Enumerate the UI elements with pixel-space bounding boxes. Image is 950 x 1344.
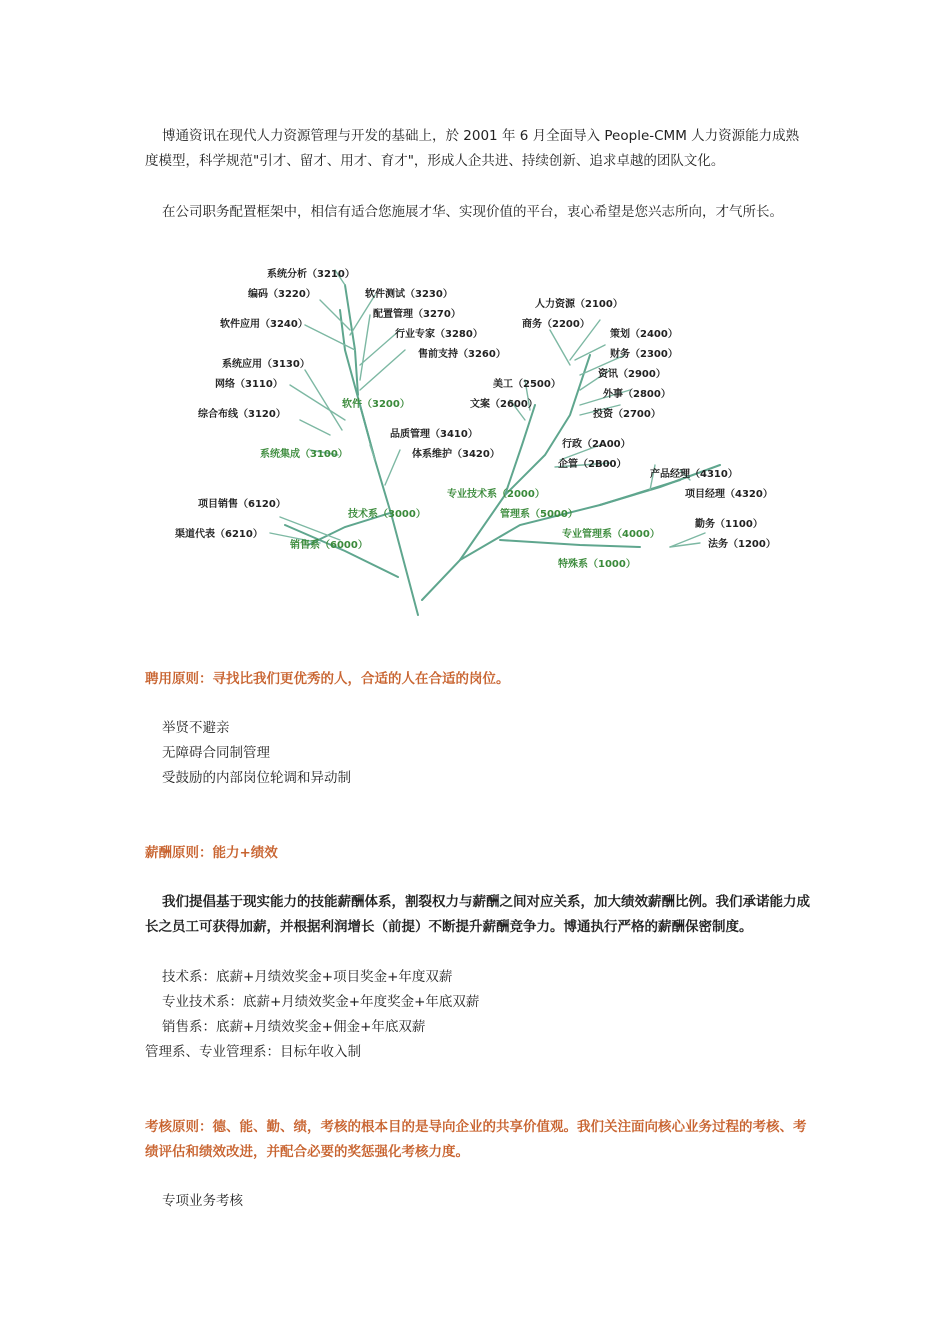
label-3280: 行业专家（3280） [395, 329, 483, 340]
salary-item: 管理系、专业管理系：目标年收入制 [145, 1044, 361, 1060]
label-4000: 专业管理系（4000） [562, 529, 660, 540]
hiring-item: 举贤不避亲 [162, 720, 230, 736]
label-6210: 渠道代表（6210） [175, 529, 263, 540]
label-2100: 人力资源（2100） [535, 299, 623, 310]
label-2200: 商务（2200） [522, 319, 590, 330]
label-3230: 软件测试（3230） [365, 289, 453, 300]
salary-item: 技术系：底薪+月绩效奖金+项目奖金+年度双薪 [162, 969, 453, 985]
label-2500: 美工（2500） [493, 379, 561, 390]
label-2B00: 企管（2B00） [558, 459, 627, 470]
assessment-item: 专项业务考核 [162, 1193, 243, 1209]
label-3000: 技术系（3000） [348, 509, 426, 520]
label-3420: 体系维护（3420） [412, 449, 500, 460]
label-1000: 特殊系（1000） [558, 559, 636, 570]
salary-heading: 薪酬原则：能力+绩效 [145, 845, 278, 861]
label-3130: 系统应用（3130） [222, 359, 310, 370]
label-4320: 项目经理（4320） [685, 489, 773, 500]
label-2000: 专业技术系（2000） [447, 489, 545, 500]
sales-branch [285, 525, 398, 577]
salary-item: 专业技术系：底薪+月绩效奖金+年度奖金+年底双薪 [162, 994, 480, 1010]
label-3200: 软件（3200） [342, 399, 410, 410]
software-branch [345, 285, 358, 395]
label-3270: 配置管理（3270） [373, 309, 461, 320]
label-3220: 编码（3220） [248, 289, 316, 300]
special-branch [500, 540, 640, 547]
label-4310: 产品经理（4310） [650, 469, 738, 480]
intro-paragraph-2: 在公司职务配置框架中，相信有适合您施展才华、实现价值的平台，衷心希望是您兴志所向，才气所长。 [162, 204, 783, 220]
label-2700: 投资（2700） [593, 409, 661, 420]
label-5000: 管理系（5000） [500, 509, 578, 520]
label-3410: 品质管理（3410） [390, 429, 478, 440]
label-2600: 文案（2600） [470, 399, 538, 410]
label-2A00: 行政（2A00） [562, 439, 631, 450]
label-3100: 系统集成（3100） [260, 449, 348, 460]
label-3210: 系统分析（3210） [267, 269, 355, 280]
hiring-item: 受鼓励的内部岗位轮调和异动制 [162, 770, 351, 786]
label-3260: 售前支持（3260） [418, 349, 506, 360]
assessment-heading: 考核原则：德、能、勤、绩，考核的根本目的是导向企业的共享价值观。我们关注面向核心业务过程的考核、考绩评估和绩效改进，并配合必要的奖惩强化考核力度。 [145, 1119, 807, 1160]
label-2800: 外事（2800） [603, 389, 671, 400]
label-2300: 财务（2300） [610, 349, 678, 360]
salary-paragraph: 我们提倡基于现实能力的技能薪酬体系，割裂权力与薪酬之间对应关系，加大绩效薪酬比例。我们承诺能力成长之员工可获得加薪，并根据利润增长（前提）不断提升薪酬竞争力。博通执行严格的薪酬保密制度。 [145, 894, 810, 935]
career-tree-diagram [160, 255, 800, 625]
label-1200: 法务（1200） [708, 539, 776, 550]
label-2900: 资讯（2900） [598, 369, 666, 380]
label-6120: 项目销售（6120） [198, 499, 286, 510]
label-1100: 勤务（1100） [695, 519, 763, 530]
label-3120: 综合布线（3120） [198, 409, 286, 420]
prof-tech-branch [505, 355, 590, 495]
salary-item: 销售系：底薪+月绩效奖金+佣金+年底双薪 [162, 1019, 426, 1035]
label-3110: 网络（3110） [215, 379, 283, 390]
label-2400: 策划（2400） [610, 329, 678, 340]
hiring-heading: 聘用原则：寻找比我们更优秀的人，合适的人在合适的岗位。 [145, 671, 510, 687]
hiring-item: 无障碍合同制管理 [162, 745, 270, 761]
label-6000: 销售系（6000） [290, 540, 368, 551]
label-3240: 软件应用（3240） [220, 319, 308, 330]
intro-paragraph-1: 博通资讯在现代人力资源管理与开发的基础上，於 2001 年 6 月全面导入 People-CMM 人力资源能力成熟度模型，科学规范"引才、留才、用才、育才"，形成人企共进、持续创新、追求卓越的团队文化。 [145, 128, 800, 169]
